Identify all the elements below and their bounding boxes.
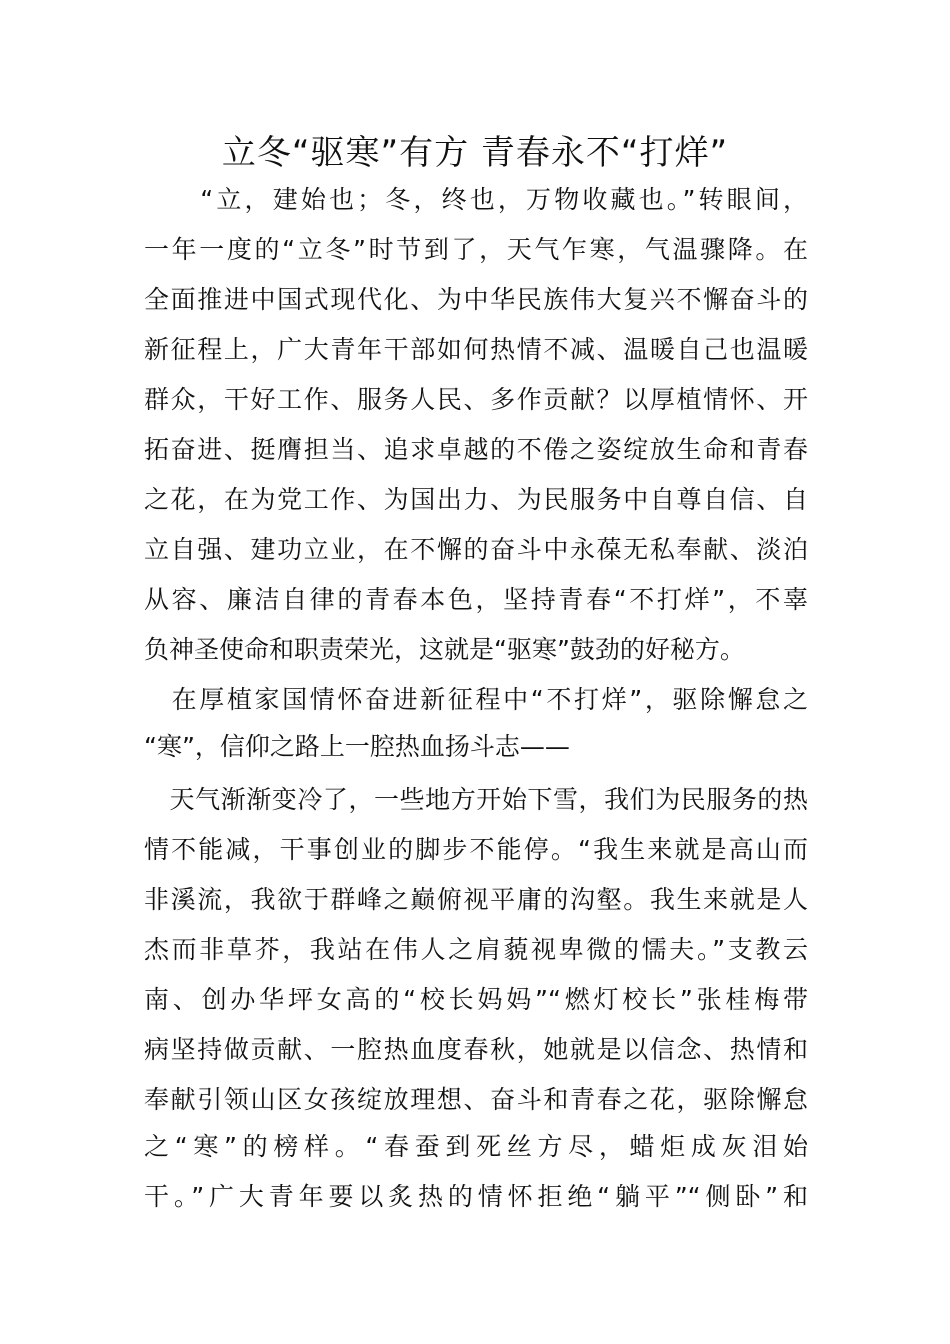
text-line: 立自强、建功立业，在不懈的奋斗中永葆无私奉献、淡泊 xyxy=(144,535,808,564)
text-line: 负神圣使命和职责荣光，这就是“驱寒”鼓劲的好秘方。 xyxy=(144,635,745,664)
text-line: 天气渐渐变冷了，一些地方开始下雪，我们为民服务的热 xyxy=(144,785,808,814)
text-line: 从容、廉洁自律的青春本色，坚持青春“不打烊”，不辜 xyxy=(144,585,808,614)
article-title: 立冬“驱寒”有方 青春永不“打烊” xyxy=(221,133,729,173)
text-line: 新征程上，广大青年干部如何热情不减、温暖自己也温暖 xyxy=(144,335,808,364)
text-line: 奉献引领山区女孩绽放理想、奋斗和青春之花，驱除懈怠 xyxy=(144,1085,808,1114)
text-line: 一年一度的“立冬”时节到了，天气乍寒，气温骤降。在 xyxy=(144,235,808,264)
text-line: 全面推进中国式现代化、为中华民族伟大复兴不懈奋斗的 xyxy=(144,285,808,314)
text-line: 群众，干好工作、服务人民、多作贡献？以厚植情怀、开 xyxy=(144,385,808,414)
text-line: 情不能减，干事创业的脚步不能停。“我生来就是高山而 xyxy=(144,835,808,864)
text-line: “寒”，信仰之路上一腔热血扬斗志—— xyxy=(144,732,570,761)
text-line: 拓奋进、挺膺担当、追求卓越的不倦之姿绽放生命和青春 xyxy=(144,435,808,464)
text-line: 之花，在为党工作、为国出力、为民服务中自尊自信、自 xyxy=(144,485,808,514)
text-line: 杰而非草芥，我站在伟人之肩藐视卑微的懦夫。”支教云 xyxy=(144,935,808,964)
text-line: 在厚植家国情怀奋进新征程中“不打烊”，驱除懈怠之 xyxy=(144,685,808,714)
text-line: 非溪流，我欲于群峰之巅俯视平庸的沟壑。我生来就是人 xyxy=(144,885,808,914)
text-line: 之“寒”的榜样。“春蚕到死丝方尽，蜡炬成灰泪始 xyxy=(144,1132,808,1161)
text-line: 南、创办华坪女高的“校长妈妈”“燃灯校长”张桂梅带 xyxy=(144,985,808,1014)
text-line: 病坚持做贡献、一腔热血度春秋，她就是以信念、热情和 xyxy=(144,1035,808,1064)
text-line: 干。”广大青年要以炙热的情怀拒绝“躺平”“侧卧”和 xyxy=(144,1182,808,1211)
text-line: “立，建始也；冬，终也，万物收藏也。”转眼间， xyxy=(144,185,808,214)
